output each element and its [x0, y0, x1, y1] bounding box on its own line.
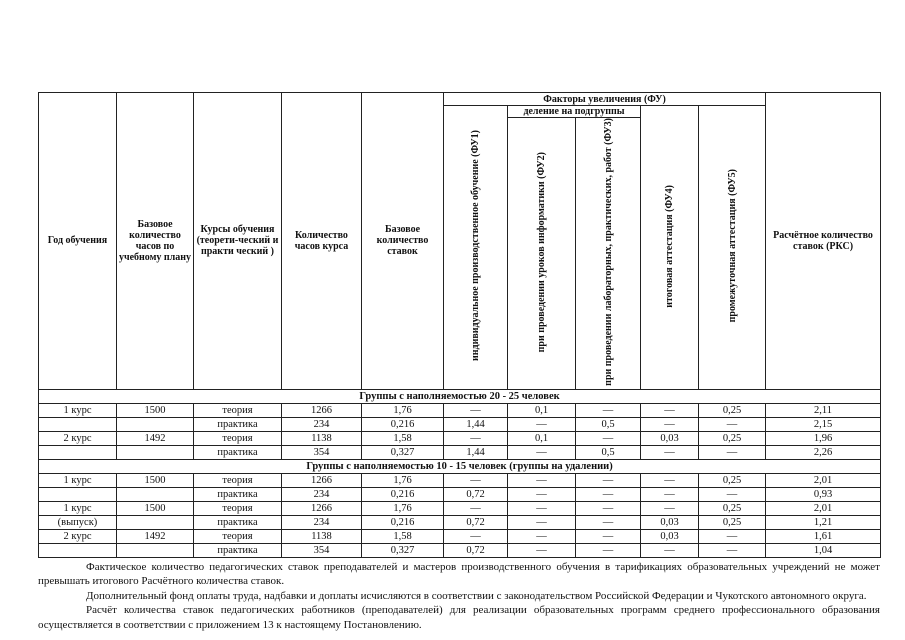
- header-course-hours: Количество часов курса: [282, 93, 362, 390]
- table-cell: 1,44: [444, 417, 508, 431]
- group-title: Группы с наполняемостью 20 - 25 человек: [39, 389, 881, 403]
- table-cell: 0,03: [641, 529, 699, 543]
- table-cell: 0,93: [766, 487, 881, 501]
- table-cell: 1,76: [362, 473, 444, 487]
- table-cell: теория: [194, 529, 282, 543]
- table-row: [39, 473, 881, 487]
- header-fu4: итоговая аттестация (ФУ4): [664, 184, 675, 308]
- table-cell: [117, 417, 194, 431]
- table-cell: —: [641, 543, 699, 557]
- table-cell: 354: [282, 543, 362, 557]
- table-cell: 1266: [282, 403, 362, 417]
- paragraph: Фактическое количество педагогических ставок преподавателей и мастеров производственного обучения в тарификациях образовательных учреждений не может превышать итогового Расчётного количества ставок.: [38, 560, 880, 588]
- table-cell: —: [699, 417, 766, 431]
- table-cell: практика: [194, 487, 282, 501]
- table-cell: 1,04: [766, 543, 881, 557]
- table-cell: [39, 417, 117, 431]
- table-cell: 0,327: [362, 445, 444, 459]
- table-cell: 0,25: [699, 515, 766, 529]
- table-cell: —: [576, 403, 641, 417]
- table-cell: —: [576, 431, 641, 445]
- table-row: [39, 445, 881, 459]
- table-row: [39, 487, 881, 501]
- table-cell: 1,61: [766, 529, 881, 543]
- header-fu1: индивидуальное производственное обучение (ФУ1): [470, 130, 481, 362]
- table-cell: —: [444, 431, 508, 445]
- table-cell: 2,01: [766, 501, 881, 515]
- table-cell: (выпуск): [39, 515, 117, 529]
- header-rks: Расчётное количество ставок (РКС): [766, 93, 881, 390]
- table-cell: 2,01: [766, 473, 881, 487]
- header-base-hours: Базовое количество часов по учебному плану: [117, 93, 194, 390]
- table-cell: 0,72: [444, 543, 508, 557]
- table-cell: 1 курс: [39, 501, 117, 515]
- table-cell: —: [444, 403, 508, 417]
- header-base-rates: Базовое количество ставок: [362, 93, 444, 390]
- table-cell: теория: [194, 501, 282, 515]
- table-cell: 1,76: [362, 403, 444, 417]
- table-cell: 1,96: [766, 431, 881, 445]
- table-cell: —: [641, 403, 699, 417]
- table-cell: —: [641, 473, 699, 487]
- table-cell: 0,03: [641, 515, 699, 529]
- table-row: [39, 529, 881, 543]
- table-cell: 2 курс: [39, 431, 117, 445]
- table-cell: 2 курс: [39, 529, 117, 543]
- table-cell: 1 курс: [39, 473, 117, 487]
- table-cell: [39, 445, 117, 459]
- table-cell: —: [641, 445, 699, 459]
- table-cell: —: [576, 529, 641, 543]
- table-cell: 1492: [117, 431, 194, 445]
- table-cell: —: [508, 417, 576, 431]
- table-cell: 0,25: [699, 403, 766, 417]
- table-cell: —: [576, 543, 641, 557]
- table-cell: практика: [194, 515, 282, 529]
- table-cell: —: [699, 487, 766, 501]
- table-cell: 1,76: [362, 501, 444, 515]
- table-cell: 0,216: [362, 417, 444, 431]
- header-fu2: при проведении уроков информатики (ФУ2): [536, 151, 547, 353]
- table-cell: [117, 445, 194, 459]
- table-cell: —: [508, 487, 576, 501]
- table-cell: [39, 543, 117, 557]
- table-cell: 1500: [117, 473, 194, 487]
- group-row: [39, 389, 881, 403]
- header-courses: Курсы обучения (теорети-ческий и практи ческий ): [194, 93, 282, 390]
- table-cell: 2,15: [766, 417, 881, 431]
- table-cell: 0,25: [699, 431, 766, 445]
- table-cell: 0,03: [641, 431, 699, 445]
- table-cell: —: [699, 445, 766, 459]
- table-cell: 1,58: [362, 431, 444, 445]
- table-row: [39, 515, 881, 529]
- table-cell: 0,216: [362, 515, 444, 529]
- table-row: [39, 543, 881, 557]
- table-body: [39, 389, 881, 557]
- table-cell: —: [508, 515, 576, 529]
- table-cell: практика: [194, 543, 282, 557]
- table-cell: [117, 487, 194, 501]
- table-row: [39, 403, 881, 417]
- table-cell: —: [576, 515, 641, 529]
- table-cell: —: [508, 501, 576, 515]
- table-cell: —: [508, 473, 576, 487]
- table-cell: 1,44: [444, 445, 508, 459]
- table-cell: —: [444, 501, 508, 515]
- table-cell: теория: [194, 403, 282, 417]
- table-cell: —: [444, 529, 508, 543]
- table-cell: —: [641, 417, 699, 431]
- header-subgroups: деление на подгруппы: [508, 106, 641, 118]
- table-cell: —: [699, 543, 766, 557]
- table-row: [39, 501, 881, 515]
- table-row: [39, 431, 881, 445]
- table-cell: 0,72: [444, 487, 508, 501]
- table-cell: 0,72: [444, 515, 508, 529]
- table-cell: —: [444, 473, 508, 487]
- table-cell: 0,25: [699, 473, 766, 487]
- paragraph: Дополнительный фонд оплаты труда, надбавки и доплаты исчисляются в соответствии с законодательством Российской Федерации и Чукотского автономного округа.: [86, 589, 867, 602]
- group-title: Группы с наполняемостью 10 - 15 человек (группы на удалении): [39, 459, 881, 473]
- table-cell: —: [508, 529, 576, 543]
- table-cell: —: [508, 445, 576, 459]
- table-cell: практика: [194, 417, 282, 431]
- group-row: [39, 459, 881, 473]
- table-cell: —: [641, 501, 699, 515]
- table-cell: 1500: [117, 403, 194, 417]
- table-row: [39, 417, 881, 431]
- table-cell: 0,1: [508, 431, 576, 445]
- table-cell: [117, 515, 194, 529]
- table-cell: [117, 543, 194, 557]
- table-cell: теория: [194, 473, 282, 487]
- paragraph: Расчёт количества ставок педагогических работников (преподавателей) для реализации образовательных программ среднего профессионального образования осуществляется в соответствии с приложением 13 к настоящему Постановлению.: [38, 604, 880, 631]
- table-cell: —: [576, 487, 641, 501]
- table-cell: 1,58: [362, 529, 444, 543]
- table-cell: [39, 487, 117, 501]
- table-cell: практика: [194, 445, 282, 459]
- header-fu3: при проведении лабораторных, практических, работ (ФУ3): [602, 118, 614, 386]
- table-cell: 0,25: [699, 501, 766, 515]
- table-cell: 234: [282, 417, 362, 431]
- notes: [38, 560, 880, 633]
- table-cell: 0,327: [362, 543, 444, 557]
- table-cell: 1266: [282, 473, 362, 487]
- table-cell: 1,21: [766, 515, 881, 529]
- table-cell: 1 курс: [39, 403, 117, 417]
- table-cell: 2,26: [766, 445, 881, 459]
- table-cell: 354: [282, 445, 362, 459]
- table-cell: 1266: [282, 501, 362, 515]
- header-factors: Факторы увеличения (ФУ): [444, 93, 766, 106]
- table-cell: теория: [194, 431, 282, 445]
- table-cell: 234: [282, 487, 362, 501]
- table-cell: 1500: [117, 501, 194, 515]
- rates-table: [38, 92, 881, 558]
- table-cell: —: [641, 487, 699, 501]
- header-fu5: промежуточная аттестация (ФУ5): [726, 169, 738, 323]
- table-cell: —: [576, 501, 641, 515]
- header-year: Год обучения: [39, 93, 117, 390]
- table-cell: 0,216: [362, 487, 444, 501]
- table-cell: 0,5: [576, 417, 641, 431]
- table-cell: 0,1: [508, 403, 576, 417]
- table-cell: —: [576, 473, 641, 487]
- table-cell: 1492: [117, 529, 194, 543]
- table-cell: 234: [282, 515, 362, 529]
- table-cell: 1138: [282, 529, 362, 543]
- document: [38, 92, 880, 632]
- table-cell: 0,5: [576, 445, 641, 459]
- table-cell: 1138: [282, 431, 362, 445]
- table-cell: —: [699, 529, 766, 543]
- table-cell: 2,11: [766, 403, 881, 417]
- table-cell: —: [508, 543, 576, 557]
